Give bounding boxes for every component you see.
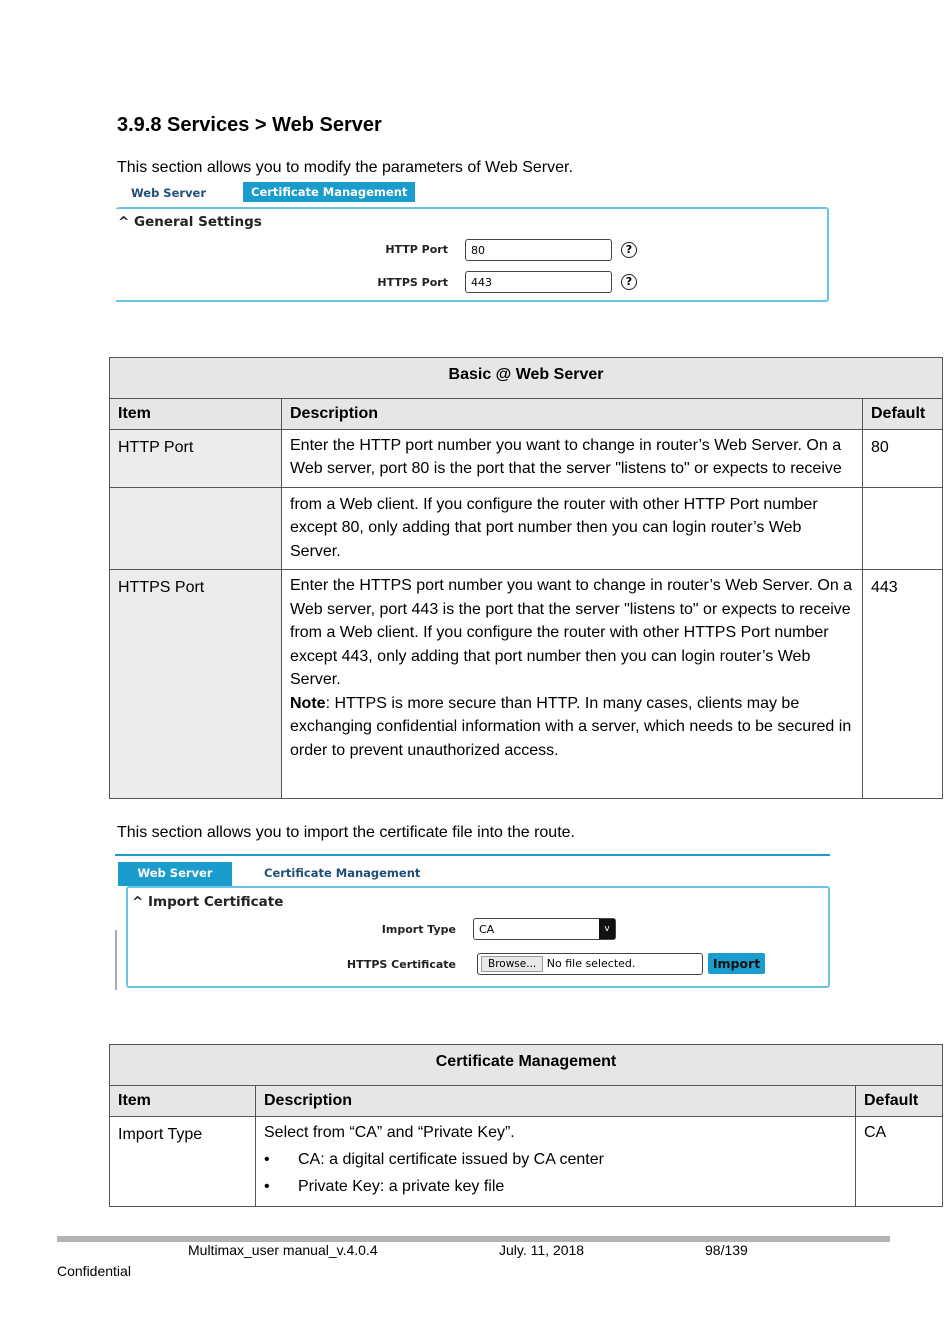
default-cell: CA xyxy=(856,1116,943,1206)
default-cell: 443 xyxy=(863,570,943,799)
item-cell xyxy=(110,487,282,570)
intro-text: This section allows you to modify the parameters of Web Server. xyxy=(117,159,573,176)
https-port-label: HTTPS Port xyxy=(377,276,448,289)
list-item: • Private Key: a private key file xyxy=(264,1177,505,1195)
import-type-select[interactable] xyxy=(473,918,616,940)
footer-confidential: Confidential xyxy=(57,1263,131,1279)
table-title: Basic @ Web Server xyxy=(110,358,943,399)
note-text: : HTTPS is more secure than HTTP. In many cases, clients may be exchanging confidential information with a server, which needs to be secured in order to prevent unauthorized access. xyxy=(290,694,852,759)
tab-web-server[interactable]: Web Server xyxy=(131,186,207,200)
description-cell: from a Web client. If you configure the router with other HTTP Port number except 80, only adding that port number then you can login router’s Web Server. xyxy=(282,487,863,570)
col-header-description: Description xyxy=(256,1086,856,1117)
footer-date: July. 11, 2018 xyxy=(499,1242,585,1258)
https-port-input[interactable]: 443 xyxy=(465,271,612,293)
file-input[interactable] xyxy=(477,953,703,975)
description-cell xyxy=(256,1116,856,1206)
item-cell: HTTP Port xyxy=(110,429,282,487)
section-label: Import Certificate xyxy=(148,894,284,910)
tab-bar-line xyxy=(115,854,830,856)
import-button[interactable]: Import xyxy=(708,953,765,974)
table-title: Certificate Management xyxy=(110,1045,943,1086)
description-text: Enter the HTTPS port number you want to change in router’s Web Server. On a Web server, port 443 is the port that the server "listens to" or expects to receive from a Web client. If you configure the router with other HTTPS Port number except 443, only adding that port number then you can login router’s Web Server. xyxy=(290,577,853,688)
tab-web-server[interactable]: Web Server xyxy=(118,862,232,886)
note-label: Note xyxy=(290,694,326,712)
list-item: • CA: a digital certificate issued by CA center xyxy=(264,1150,604,1168)
description-cell xyxy=(282,570,863,799)
bullet-text: Private Key: a private key file xyxy=(298,1177,505,1195)
general-settings-heading[interactable] xyxy=(118,214,262,230)
footer-page-number: 98/139 xyxy=(705,1242,748,1258)
col-header-default: Default xyxy=(863,399,943,430)
http-port-label: HTTP Port xyxy=(385,243,448,256)
dropdown-arrow-icon[interactable]: v xyxy=(599,919,615,939)
default-cell xyxy=(863,487,943,570)
table-row xyxy=(110,429,943,487)
file-status: No file selected. xyxy=(546,957,636,970)
section-label: General Settings xyxy=(134,214,262,230)
import-type-label: Import Type xyxy=(381,923,456,936)
tab-certificate-management[interactable]: Certificate Management xyxy=(264,866,421,880)
table-row xyxy=(110,570,943,799)
bullet-text: CA: a digital certificate issued by CA center xyxy=(298,1150,604,1168)
default-cell: 80 xyxy=(863,429,943,487)
section-title: 3.9.8 Services > Web Server xyxy=(117,114,382,136)
chevron-up-icon: ^ xyxy=(118,214,135,230)
col-header-default: Default xyxy=(856,1086,943,1117)
footer-doc-name: Multimax_user manual_v.4.0.4 xyxy=(188,1242,378,1258)
description-cell: Enter the HTTP port number you want to change in router’s Web Server. On a Web server, port 80 is the port that the server "listens to" or expects to receive xyxy=(282,429,863,487)
browse-button[interactable]: Browse... xyxy=(481,956,543,972)
col-header-item: Item xyxy=(110,1086,256,1117)
col-header-item: Item xyxy=(110,399,282,430)
certificate-management-table xyxy=(109,1044,943,1207)
description-text: Select from “CA” and “Private Key”. xyxy=(264,1123,515,1141)
item-cell: Import Type xyxy=(110,1116,256,1206)
footer-rule xyxy=(57,1236,890,1242)
col-header-description: Description xyxy=(282,399,863,430)
intro-text-2: This section allows you to import the certificate file into the route. xyxy=(117,824,575,841)
https-certificate-label: HTTPS Certificate xyxy=(346,958,456,971)
import-certificate-heading[interactable] xyxy=(132,894,283,910)
table-row xyxy=(110,487,943,570)
help-icon[interactable]: ? xyxy=(621,242,637,258)
basic-web-server-table xyxy=(109,357,943,799)
table-row xyxy=(110,1116,943,1206)
chevron-up-icon: ^ xyxy=(132,894,149,910)
help-icon[interactable]: ? xyxy=(621,274,637,290)
bullet-list xyxy=(264,1146,847,1200)
import-type-value: CA xyxy=(479,923,495,936)
http-port-input[interactable]: 80 xyxy=(465,239,612,261)
divider xyxy=(115,930,117,990)
tab-certificate-management[interactable]: Certificate Management xyxy=(243,182,415,202)
item-cell: HTTPS Port xyxy=(110,570,282,799)
